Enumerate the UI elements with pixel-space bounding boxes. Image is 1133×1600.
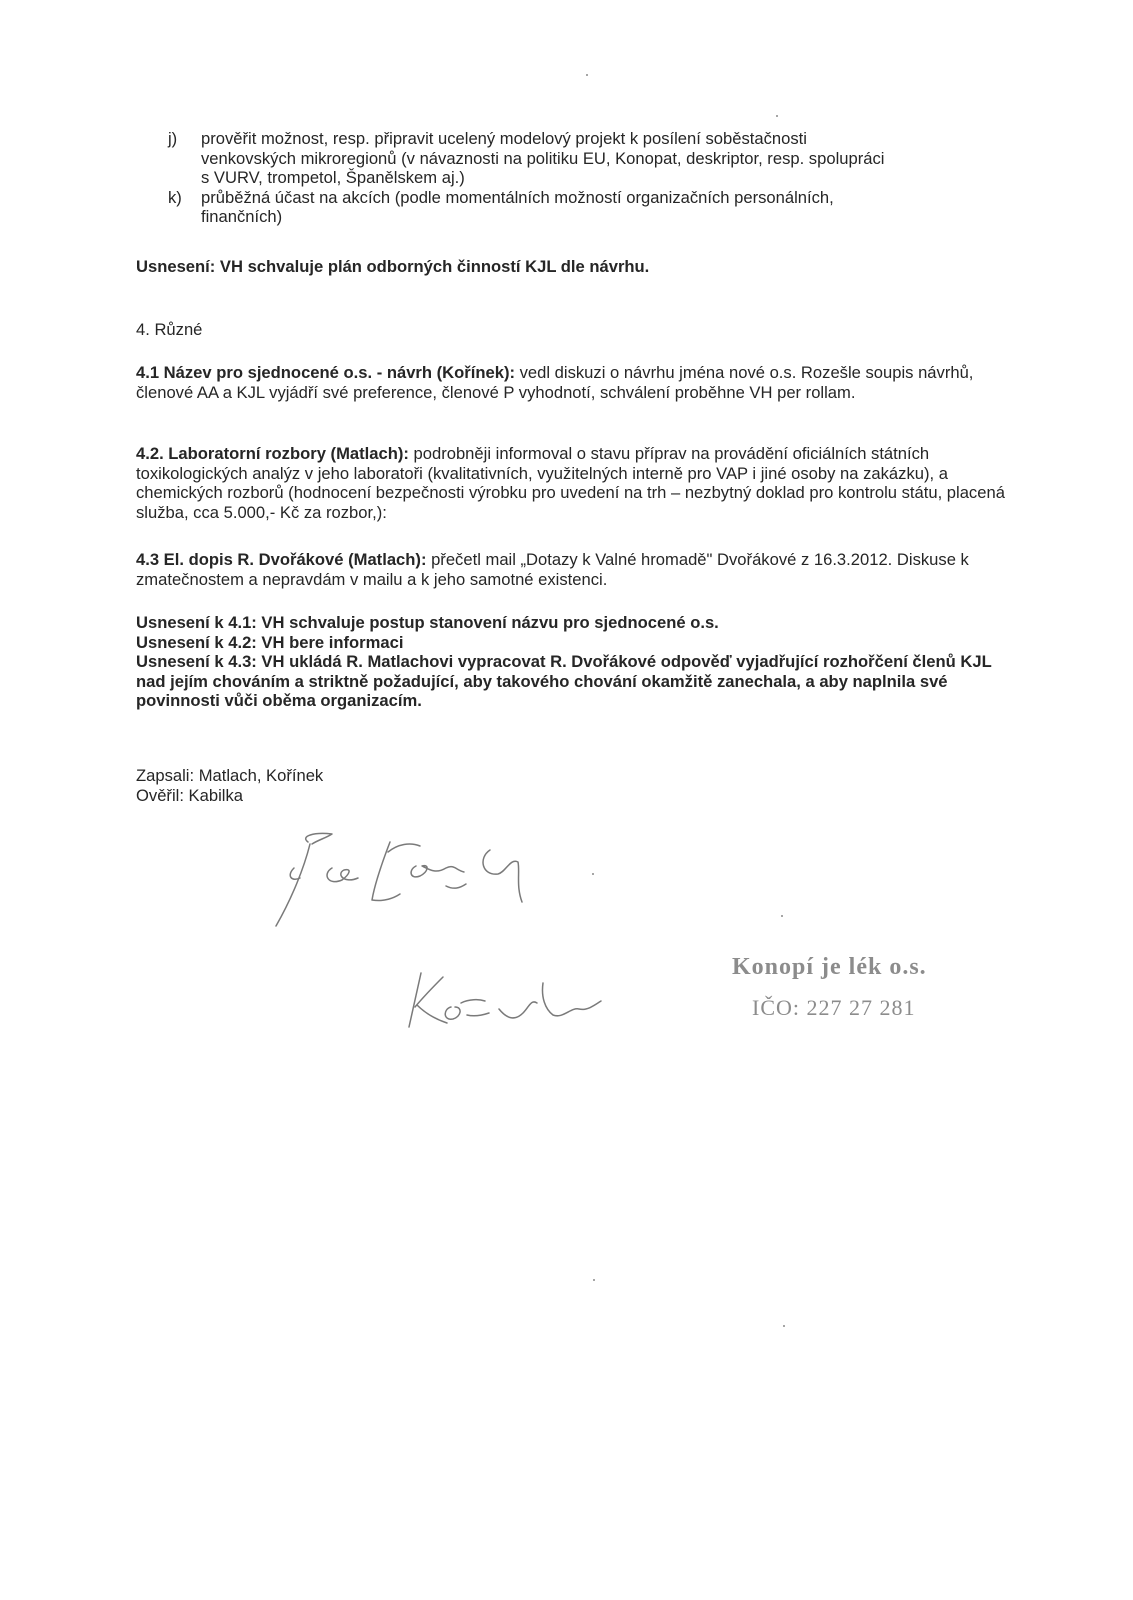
item-4-3: [136, 550, 1006, 589]
item-heading: 4.2. Laboratorní rozbory (Matlach):: [136, 444, 409, 463]
list-marker: k): [168, 187, 182, 207]
item-4-2: [136, 444, 1006, 522]
scan-speck: [783, 1325, 785, 1327]
scan-speck: [586, 74, 588, 76]
stamp-ico: IČO: 227 27 281: [752, 995, 916, 1020]
stamp-name: Konopí je lék o.s.: [732, 954, 927, 980]
list-line: venkovských mikroregionů (v návaznosti na politiku EU, Konopat, deskriptor, resp. spolupráci: [201, 148, 885, 168]
signature-korinek: [395, 967, 605, 1039]
section-heading: 4. Různé: [136, 320, 203, 339]
resolution-plan: Usnesení: VH schvaluje plán odborných činností KJL dle návrhu.: [136, 257, 650, 276]
task-list: [168, 129, 968, 227]
scan-speck: [776, 115, 778, 117]
resolution-4-3: Usnesení k 4.3: VH ukládá R. Matlachovi vypracovat R. Dvořákové odpověď vyjadřující rozhořčení členů KJL nad jejím chováním a striktně požadující, aby takového chování okamžitě zanechala, a aby naplnila své povinnosti vůči oběma organizacím.: [136, 652, 992, 711]
list-line: s VURV, trompetol, Španělskem aj.): [201, 168, 465, 188]
recorded-by: Zapsali: Matlach, Kořínek: [136, 766, 324, 785]
list-item-text: [201, 129, 968, 188]
signature-matlach: [270, 828, 560, 938]
list-line: finančních): [201, 207, 283, 227]
item-text: přečetl mail „Dotazy k Valné hromadě" Dvořákové z 16.3.2012. Diskuse k zmatečnostem a nepravdám v mailu a k jeho samotné existenci.: [136, 550, 969, 589]
item-heading: 4.1 Název pro sjednocené o.s. - návrh (Kořínek):: [136, 363, 515, 382]
verified-by: Ověřil: Kabilka: [136, 786, 243, 805]
list-line: prověřit možnost, resp. připravit ucelený modelový projekt k posílení soběstačnosti: [201, 129, 807, 148]
resolutions-block: [136, 613, 1006, 711]
scan-speck: [593, 1279, 595, 1281]
organization-stamp: [732, 953, 992, 1021]
list-item-k: [168, 188, 968, 227]
resolution-4-2: Usnesení k 4.2: VH bere informaci: [136, 632, 404, 652]
scan-speck: [592, 873, 594, 875]
item-heading: 4.3 El. dopis R. Dvořákové (Matlach):: [136, 550, 427, 569]
list-item-text: [201, 188, 968, 227]
item-4-1: [136, 363, 1006, 402]
resolution-4-1: Usnesení k 4.1: VH schvaluje postup stanovení názvu pro sjednocené o.s.: [136, 613, 719, 632]
list-item-j: [168, 129, 968, 188]
item-text: vedl diskuzi o návrhu jména nové o.s. Rozešle soupis návrhů, členové AA a KJL vyjádří své preference, členové P vyhodnotí, schválení proběhne VH per rollam.: [136, 363, 974, 402]
list-marker: j): [168, 129, 178, 148]
scan-speck: [781, 915, 783, 917]
item-text: podrobněji informoval o stavu příprav na provádění oficiálních státních toxikologických analýz v jeho laboratoři (kvalitativních, využitelných interně pro VAP i jiné osoby na zakázku), a chemických rozborů (hodnocení bezpečnosti výrobku pro uvedení na trh – nezbytný doklad pro kontrolu státu, placená služba, cca 5.000,- Kč za rozbor,):: [136, 444, 1005, 522]
list-line: průběžná účast na akcích (podle momentálních možností organizačních personálních,: [201, 187, 834, 207]
